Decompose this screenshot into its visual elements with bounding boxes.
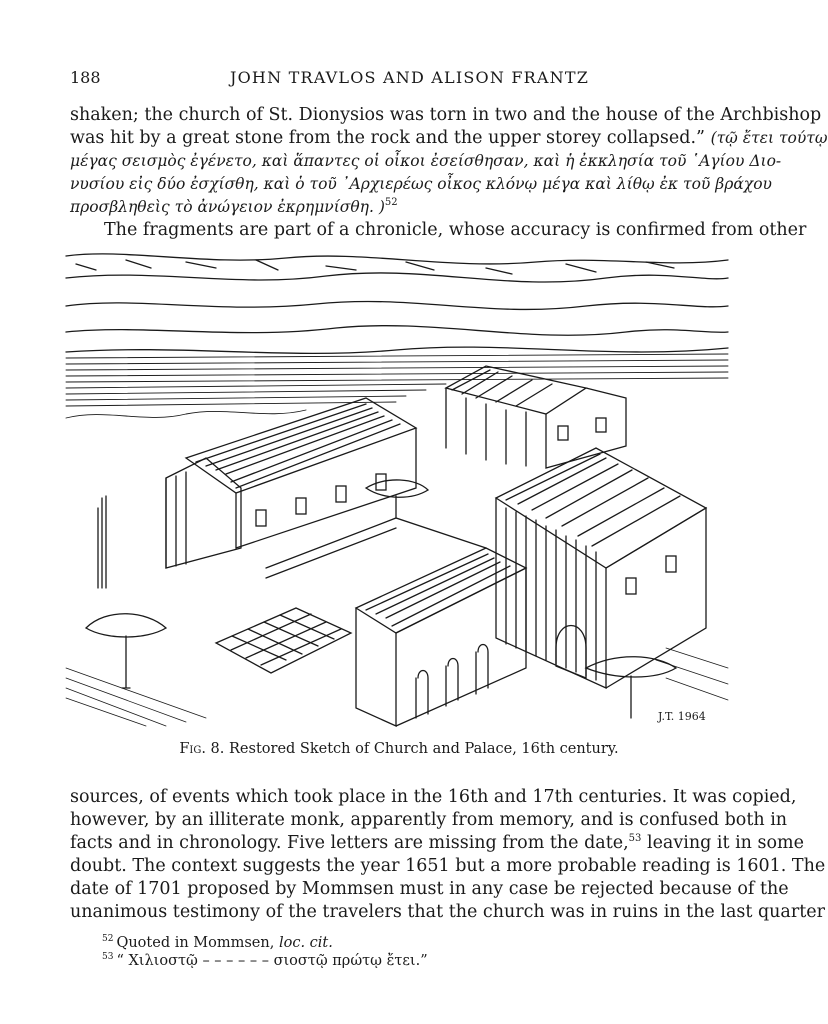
footnote-text: “ Χιλιοστῷ – – – – – – σιοστῷ πρώτῳ ἔτει.” [116,953,428,969]
footnote-number: 52 [102,934,114,945]
body-text-bottom [70,786,826,924]
rock-hatching [66,354,728,418]
text-line [70,196,728,219]
footnote-ref-53: 53 [628,833,642,845]
caption-text: Restored Sketch of Church and Palace, 16th century. [229,741,619,757]
text-line: unanimous testimony of the travelers that the church was in ruins in the last quarter [70,902,825,922]
figure-sketch [66,248,728,728]
greek-line: μέγας σεισμὸς ἐγένετο, καὶ ἅπαντες οἱ οἶκοι ἐσείσθησαν, καὶ ἡ ἐκκλησία τοῦ ῾Αγίου Διο- [70,152,782,170]
page-number: 188 [70,68,101,87]
text-line: The fragments are part of a chronicle, whose accuracy is confirmed from other [104,220,807,240]
footnote-text: Quoted in Mommsen, [116,935,275,951]
text-fragment: was hit by a great stone from the rock and the upper storey collapsed.” [70,128,705,148]
text-line [70,127,828,150]
trees [86,480,676,718]
greek-line: νυσίου εἰς δύο ἐσχίσθη, καὶ ὁ τοῦ ᾿Αρχιερέως οἶκος κλόνῳ μέγα καὶ λίθῳ ἐκ τοῦ βράχου [70,175,772,193]
footnotes [102,934,702,970]
church-palace-sketch [66,248,728,728]
footnote-53 [102,952,702,970]
hills [66,254,728,354]
body-text-top [70,104,828,242]
grid-structure [216,608,351,673]
footnote-52 [102,934,702,952]
running-head: JOHN TRAVLOS AND ALISON FRANTZ [230,68,590,87]
text-line: shaken; the church of St. Dionysios was torn in two and the house of the Archbishop [70,105,822,125]
artist-signature: J.T. 1964 [658,710,706,723]
text-line: date of 1701 proposed by Mommsen must in any case be rejected because of the [70,879,789,899]
greek-fragment: (τῷ ἔτει τούτῳ [710,129,828,147]
text-line [70,832,804,855]
front-wing [356,548,526,726]
footnote-italic: loc. cit. [278,935,333,951]
caption-label: Fig. 8. [179,741,225,757]
text-line: doubt. The context suggests the year 1651 but a more probable reading is 1601. The [70,856,826,876]
palace-building [496,448,706,688]
rear-building [446,366,626,468]
text-fragment: facts and in chronology. Five letters are missing from the date, [70,833,629,853]
ground-hatching [66,648,728,726]
text-line: however, by an illiterate monk, apparently from memory, and is confused both in [70,810,788,830]
footnote-number: 53 [102,952,114,963]
greek-fragment: προσβληθεὶς τὸ ἀνώγειον ἐκρημνίσθη. ) [70,198,385,216]
text-fragment: leaving it in some [641,833,804,853]
page-header [70,68,728,92]
text-line: sources, of events which took place in the 16th and 17th centuries. It was copied, [70,787,797,807]
footnote-ref-52: 52 [384,197,398,209]
figure-caption [70,741,728,757]
